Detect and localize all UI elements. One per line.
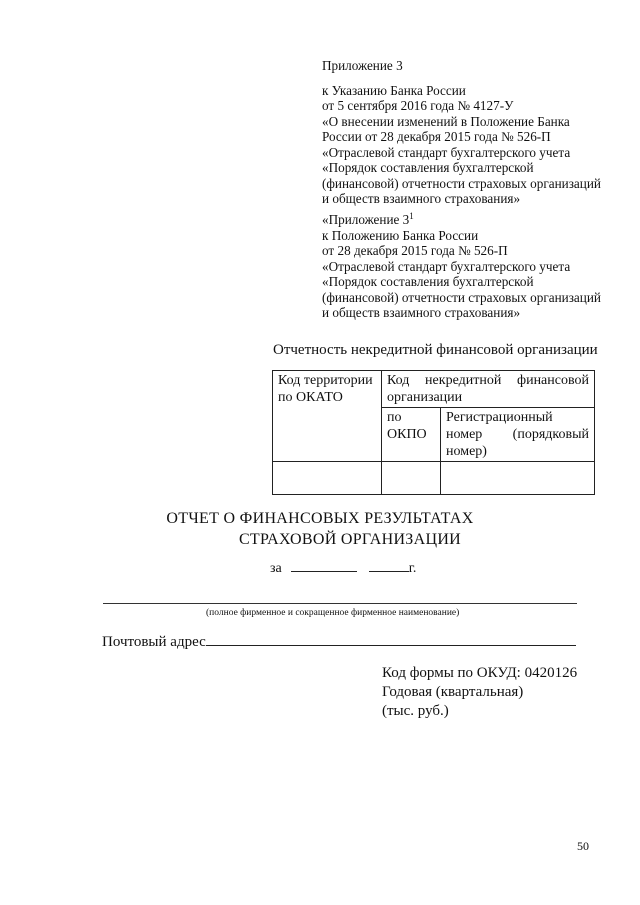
report-title-line-1: ОТЧЕТ О ФИНАНСОВЫХ РЕЗУЛЬТАТАХ [166, 510, 474, 527]
appendix-line: «Порядок составления бухгалтерской [322, 274, 534, 289]
appendix-line: «О внесении изменений в Положение Банка [322, 113, 570, 129]
okud-code: Код формы по ОКУД: 0420126 [382, 665, 578, 681]
appendix-line: к Указанию Банка России [322, 82, 466, 98]
appendix-reference-2 [322, 212, 601, 321]
report-title-line-2: СТРАХОВОЙ ОРГАНИЗАЦИИ [238, 531, 462, 548]
appendix-line: от 28 декабря 2015 года № 526-П [322, 243, 508, 258]
appendix-line: «Порядок составления бухгалтерской [322, 160, 534, 175]
report-units: (тыс. руб.) [382, 703, 449, 719]
period-blank-year[interactable] [369, 558, 409, 572]
postal-address-row [102, 632, 576, 651]
appendix-line: «Отраслевой стандарт бухгалтерского учета [322, 144, 571, 160]
reg-number-header: Регистрационный номер (порядковый номер) [446, 410, 589, 459]
okato-value-cell[interactable] [273, 462, 382, 495]
appendix-line: и обществ взаимного страхования» [322, 305, 521, 320]
period-blank-month[interactable] [291, 558, 357, 572]
report-frequency: Годовая (квартальная) [382, 684, 524, 700]
org-name-line[interactable] [103, 603, 577, 604]
appendix-title-text: «Приложение 3 [322, 212, 410, 227]
org-code-header-cell [382, 371, 595, 408]
appendix-title [322, 212, 601, 228]
period-prefix: за [270, 561, 282, 576]
appendix-title: Приложение 3 [322, 58, 403, 73]
period-suffix: г. [408, 561, 417, 576]
appendix-line: «Отраслевой стандарт бухгалтерского учета [322, 258, 571, 274]
appendix-line: (финансовой) отчетности страховых организаций [322, 289, 601, 305]
appendix-title-superscript: 1 [409, 211, 414, 221]
okato-header: Код территории по ОКАТО [278, 373, 373, 405]
okpo-value-cell[interactable] [382, 462, 441, 495]
appendix-line: и обществ взаимного страхования» [322, 191, 521, 206]
page-number: 50 [577, 839, 589, 853]
org-name-caption: (полное фирменное и сокращенное фирменное наименование) [206, 608, 460, 618]
okpo-header: по ОКПО [387, 410, 427, 442]
report-period [270, 558, 416, 577]
appendix-line: к Положению Банка России [322, 227, 479, 243]
reg-number-header-cell [441, 408, 595, 462]
report-title [0, 508, 640, 550]
org-code-header: Код некредитной финансовой организации [387, 373, 589, 405]
postal-address-label: Почтовый адрес [102, 634, 206, 650]
okato-header-cell [273, 371, 382, 462]
appendix-line: от 5 сентября 2016 года № 4127-У [322, 98, 514, 113]
okpo-header-cell [382, 408, 441, 462]
codes-table [272, 370, 595, 495]
org-reporting-heading: Отчетность некредитной финансовой организации [273, 342, 598, 358]
reg-number-value-cell[interactable] [441, 462, 595, 495]
appendix-line: (финансовой) отчетности страховых организаций [322, 175, 601, 191]
appendix-line: России от 28 декабря 2015 года № 526-П [322, 129, 551, 144]
form-info [382, 664, 577, 721]
appendix-reference-1 [322, 58, 601, 207]
postal-address-blank[interactable] [206, 632, 576, 646]
